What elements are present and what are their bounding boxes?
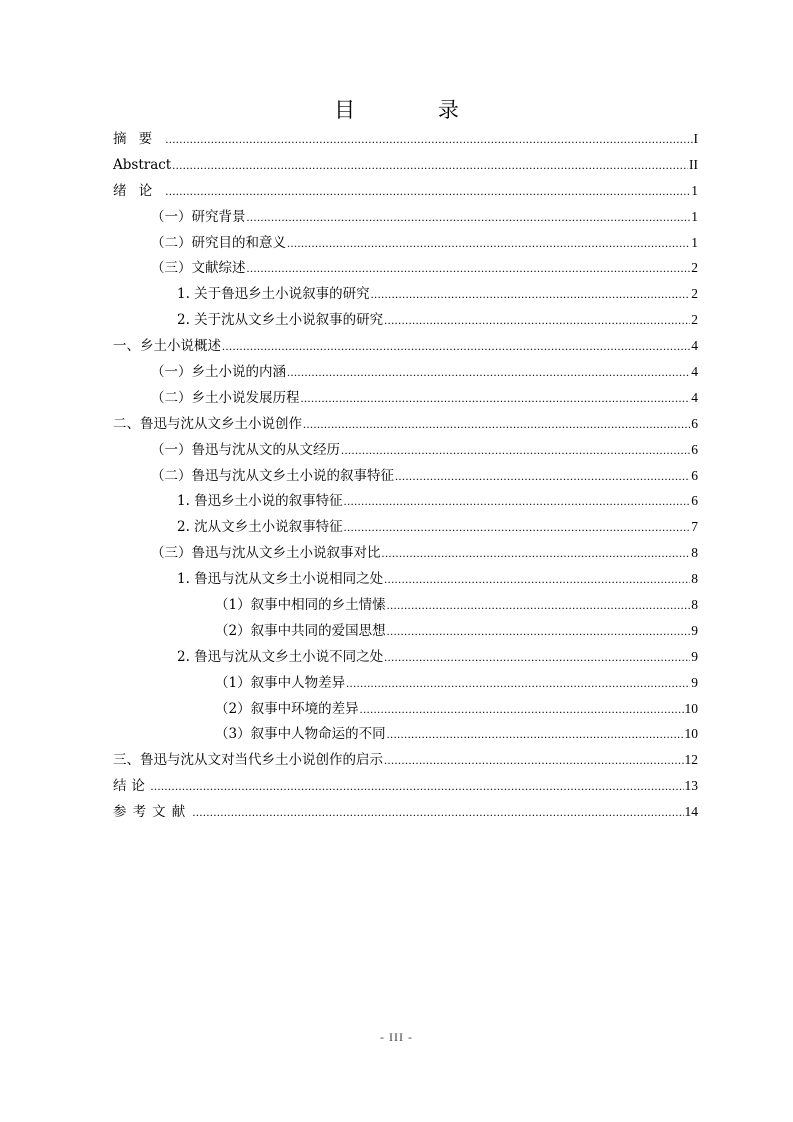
toc-entry-label: （一）鲁迅与沈从文的从文经历 bbox=[151, 441, 340, 458]
toc-entry[interactable] bbox=[113, 307, 698, 333]
toc-entry[interactable] bbox=[113, 411, 698, 437]
toc-entry[interactable] bbox=[113, 514, 698, 540]
toc-entry[interactable] bbox=[113, 126, 698, 152]
toc-entry-page: 10 bbox=[684, 700, 698, 716]
toc-leader-dots bbox=[384, 567, 690, 593]
toc-entry-label: （二）研究目的和意义 bbox=[151, 234, 286, 251]
toc-entry-page: 6 bbox=[691, 493, 698, 509]
toc-entry-label: （一）研究背景 bbox=[151, 208, 246, 225]
toc-entry-label: 绪论 bbox=[113, 182, 165, 199]
toc-entry-label: 2. 关于沈从文乡土小说叙事的研究 bbox=[177, 312, 384, 329]
toc-entry[interactable] bbox=[113, 230, 698, 256]
toc-entry-page: 6 bbox=[691, 415, 698, 431]
toc-entry[interactable] bbox=[113, 488, 698, 514]
toc-entry-page: 4 bbox=[691, 389, 698, 405]
toc-leader-dots bbox=[247, 205, 691, 231]
toc-entry-page: 4 bbox=[691, 338, 698, 354]
toc-entry[interactable] bbox=[113, 152, 698, 178]
toc-entry[interactable] bbox=[113, 644, 698, 670]
toc-entry-page: 6 bbox=[691, 467, 698, 483]
toc-entry-label: （3）叙事中人物命运的不同 bbox=[215, 726, 386, 743]
toc-entry[interactable] bbox=[113, 178, 698, 204]
toc-entry-page: 8 bbox=[691, 545, 698, 561]
toc-entry-page: 2 bbox=[691, 312, 698, 328]
toc-entry-label: 2. 沈从文乡土小说叙事特征 bbox=[177, 519, 343, 536]
toc-leader-dots bbox=[371, 282, 691, 308]
toc-leader-dots bbox=[382, 541, 691, 567]
toc-entry-label: （二）乡土小说发展历程 bbox=[151, 389, 300, 406]
toc-leader-dots bbox=[387, 722, 684, 748]
toc-entry-label: （1）叙事中相同的乡土情愫 bbox=[215, 597, 386, 614]
toc-entry[interactable] bbox=[113, 696, 698, 722]
toc-leader-dots bbox=[247, 256, 691, 282]
toc-entry[interactable] bbox=[113, 437, 698, 463]
toc-entry-label: 1. 鲁迅乡土小说的叙事特征 bbox=[177, 493, 343, 510]
toc-entry[interactable] bbox=[113, 592, 698, 618]
toc-entry-label: 摘要 bbox=[113, 131, 165, 147]
toc-leader-dots bbox=[344, 489, 691, 515]
toc-entry[interactable] bbox=[113, 618, 698, 644]
toc-leader-dots bbox=[150, 774, 683, 800]
toc-entry[interactable] bbox=[113, 799, 698, 825]
toc-entry-label: （三）鲁迅与沈从文乡土小说叙事对比 bbox=[151, 545, 381, 562]
toc-entry-label: 2. 鲁迅与沈从文乡土小说不同之处 bbox=[177, 648, 384, 665]
toc-entry-page: 2 bbox=[691, 286, 698, 302]
toc-leader-dots bbox=[222, 334, 690, 360]
toc-entry-label: （2）叙事中共同的爱国思想 bbox=[215, 622, 386, 639]
toc-entry-page: 9 bbox=[691, 674, 698, 690]
toc-entry-page: 1 bbox=[691, 234, 698, 250]
toc-leader-dots bbox=[192, 800, 683, 826]
toc-leader-dots bbox=[301, 386, 691, 412]
toc-leader-dots bbox=[344, 515, 691, 541]
toc-entry-page: 6 bbox=[691, 441, 698, 457]
toc-entry-page: 10 bbox=[684, 726, 698, 742]
toc-entry[interactable] bbox=[113, 540, 698, 566]
toc-leader-dots bbox=[387, 593, 691, 619]
toc-leader-dots bbox=[384, 308, 690, 334]
toc-entry[interactable] bbox=[113, 204, 698, 230]
toc-entry[interactable] bbox=[113, 670, 698, 696]
toc-leader-dots bbox=[360, 697, 684, 723]
toc-entry-page: 8 bbox=[691, 571, 698, 587]
toc-entry-page: 13 bbox=[684, 778, 698, 794]
toc-leader-dots bbox=[287, 360, 690, 386]
toc-title: 目 录 bbox=[334, 98, 497, 122]
toc-entry[interactable] bbox=[113, 281, 698, 307]
toc-entry[interactable] bbox=[113, 721, 698, 747]
toc-entry-label: 参考文献 bbox=[113, 804, 192, 821]
toc-leader-dots bbox=[341, 438, 690, 464]
toc-leader-dots bbox=[387, 619, 691, 645]
toc-entry-label: 结论 bbox=[113, 778, 150, 795]
toc-entry-page: I bbox=[693, 131, 698, 146]
toc-entry-label: 二、鲁迅与沈从文乡土小说创作 bbox=[113, 415, 302, 432]
toc-entry-label: （2）叙事中环境的差异 bbox=[215, 700, 359, 717]
toc-entry-page: II bbox=[689, 156, 698, 172]
toc-entry-label: 1. 关于鲁迅乡土小说叙事的研究 bbox=[177, 286, 370, 303]
toc-leader-dots bbox=[384, 645, 690, 671]
toc-entry[interactable] bbox=[113, 255, 698, 281]
toc-leader-dots bbox=[287, 231, 690, 257]
toc-leader-dots bbox=[303, 412, 690, 438]
toc-entry-label: （三）文献综述 bbox=[151, 260, 246, 277]
toc-leader-dots bbox=[165, 179, 690, 205]
toc-entry-label: （1）叙事中人物差异 bbox=[215, 674, 346, 691]
toc-entry-label: 三、鲁迅与沈从文对当代乡土小说创作的启示 bbox=[113, 752, 383, 769]
toc-entry[interactable] bbox=[113, 333, 698, 359]
toc-entry-page: 8 bbox=[691, 597, 698, 613]
toc-entry-label: （二）鲁迅与沈从文乡土小说的叙事特征 bbox=[151, 467, 394, 484]
toc-entry-label: 一、乡土小说概述 bbox=[113, 338, 221, 355]
table-of-contents bbox=[113, 126, 698, 825]
toc-entry[interactable] bbox=[113, 385, 698, 411]
toc-leader-dots bbox=[172, 153, 688, 179]
toc-entry[interactable] bbox=[113, 463, 698, 489]
toc-entry[interactable] bbox=[113, 566, 698, 592]
toc-entry-page: 9 bbox=[691, 622, 698, 638]
toc-entry-label: 1. 鲁迅与沈从文乡土小说相同之处 bbox=[177, 571, 384, 588]
toc-entry-page: 7 bbox=[691, 519, 698, 535]
toc-entry-page: 12 bbox=[684, 752, 698, 768]
toc-leader-dots bbox=[346, 671, 690, 697]
toc-entry-page: 1 bbox=[691, 182, 698, 198]
page-number-footer: - III - bbox=[380, 1030, 413, 1044]
toc-entry-page: 1 bbox=[691, 208, 698, 224]
toc-leader-dots bbox=[395, 464, 690, 490]
toc-leader-dots bbox=[165, 127, 692, 153]
toc-entry-label: （一）乡土小说的内涵 bbox=[151, 364, 286, 381]
toc-entry-label: Abstract bbox=[113, 156, 172, 173]
toc-entry-page: 14 bbox=[684, 804, 698, 820]
toc-entry[interactable] bbox=[113, 359, 698, 385]
toc-entry-page: 4 bbox=[691, 364, 698, 380]
toc-entry[interactable] bbox=[113, 773, 698, 799]
toc-entry-page: 9 bbox=[691, 648, 698, 664]
toc-leader-dots bbox=[384, 748, 684, 774]
toc-entry[interactable] bbox=[113, 747, 698, 773]
toc-entry-page: 2 bbox=[691, 260, 698, 276]
